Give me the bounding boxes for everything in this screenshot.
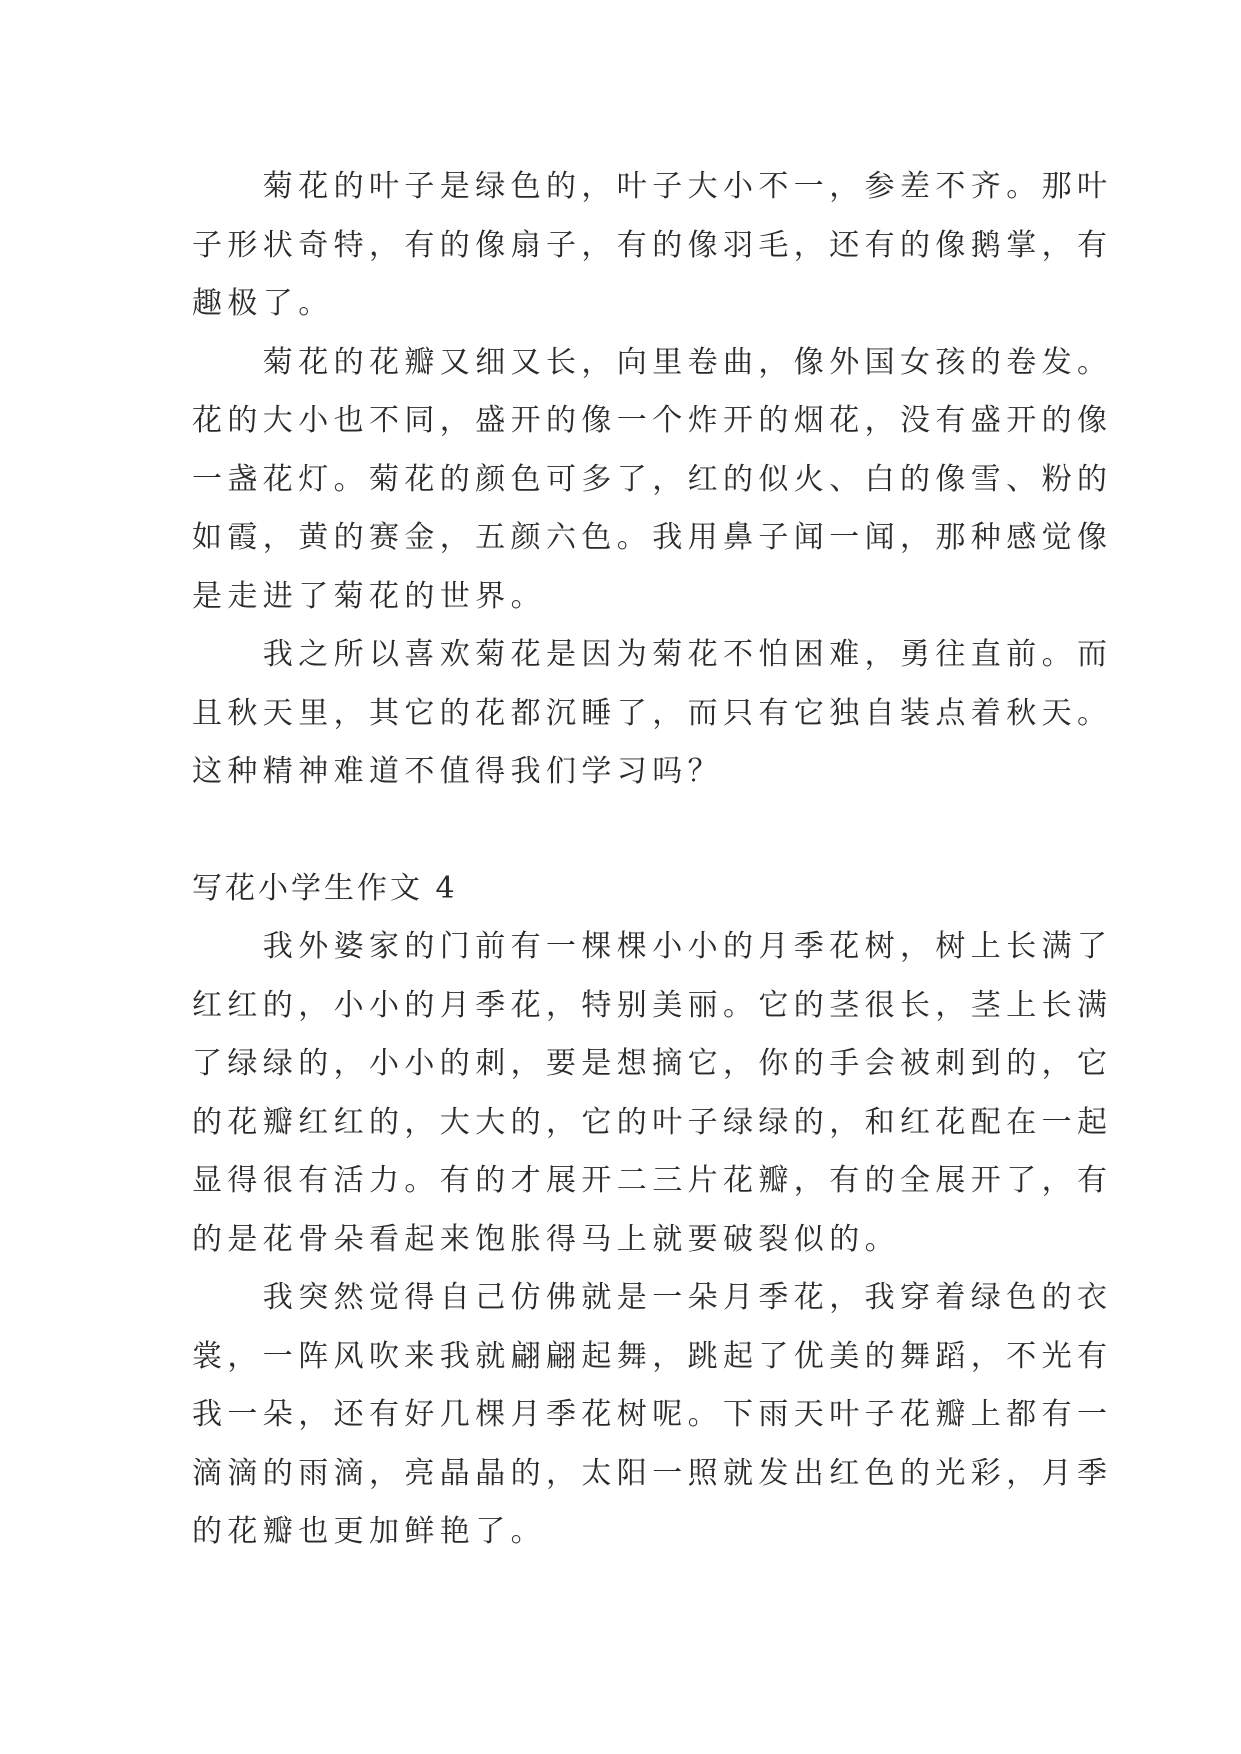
paragraph-imagination	[192, 1269, 1113, 1562]
text-line: 的花瓣也更加鲜艳了。	[192, 1514, 546, 1549]
text-line: 的是花骨朵看起来饱胀得马上就要破裂似的。	[192, 1221, 900, 1257]
text-line: 我一朵，还有好几棵月季花树呢。下雨天叶子花瓣上都有一	[192, 1397, 1113, 1432]
section-heading: 写花小学生作文 4	[192, 870, 458, 906]
text-line: 红红的，小小的月季花，特别美丽。它的茎很长，茎上长满	[192, 987, 1113, 1023]
text-line: 一盏花灯。菊花的颜色可多了，红的似火、白的像雪、粉的	[192, 461, 1113, 497]
text-line: 了绿绿的，小小的刺，要是想摘它，你的手会被刺到的，它	[192, 1046, 1113, 1081]
paragraph-petals	[192, 334, 1113, 627]
text-line: 菊花的叶子是绿色的，叶子大小不一，参差不齐。那叶	[192, 169, 1113, 204]
paragraph-leaves	[192, 158, 1113, 334]
text-line: 菊花的花瓣又细又长，向里卷曲，像外国女孩的卷发。	[192, 344, 1113, 380]
text-line: 的花瓣红红的，大大的，它的叶子绿绿的，和红花配在一起	[192, 1104, 1113, 1140]
text-line: 滴滴的雨滴，亮晶晶的，太阳一照就发出红色的光彩，月季	[192, 1455, 1113, 1491]
paragraph-reason	[192, 626, 1113, 802]
document-body	[192, 158, 1113, 1562]
text-line: 显得很有活力。有的才展开二三片花瓣，有的全展开了，有	[192, 1163, 1113, 1198]
text-line: 趣极了。	[192, 286, 334, 321]
text-line: 裳，一阵风吹来我就翩翩起舞，跳起了优美的舞蹈，不光有	[192, 1338, 1113, 1374]
text-line: 花的大小也不同，盛开的像一个炸开的烟花，没有盛开的像	[192, 403, 1113, 438]
text-line: 我外婆家的门前有一棵棵小小的月季花树，树上长满了	[192, 929, 1113, 964]
text-line: 如霞，黄的赛金，五颜六色。我用鼻子闻一闻，那种感觉像	[192, 520, 1113, 555]
section-gap	[192, 802, 1072, 860]
text-line: 且秋天里，其它的花都沉睡了，而只有它独自装点着秋天。	[192, 695, 1113, 731]
text-line: 是走进了菊花的世界。	[192, 578, 546, 614]
text-line: 子形状奇特，有的像扇子，有的像羽毛，还有的像鹅掌，有	[192, 227, 1113, 263]
text-line: 我突然觉得自己仿佛就是一朵月季花，我穿着绿色的衣	[192, 1280, 1113, 1315]
text-line: 我之所以喜欢菊花是因为菊花不怕困难，勇往直前。而	[192, 637, 1113, 672]
paragraph-rose-tree	[192, 918, 1113, 1269]
text-line: 这种精神难道不值得我们学习吗？	[192, 754, 723, 789]
